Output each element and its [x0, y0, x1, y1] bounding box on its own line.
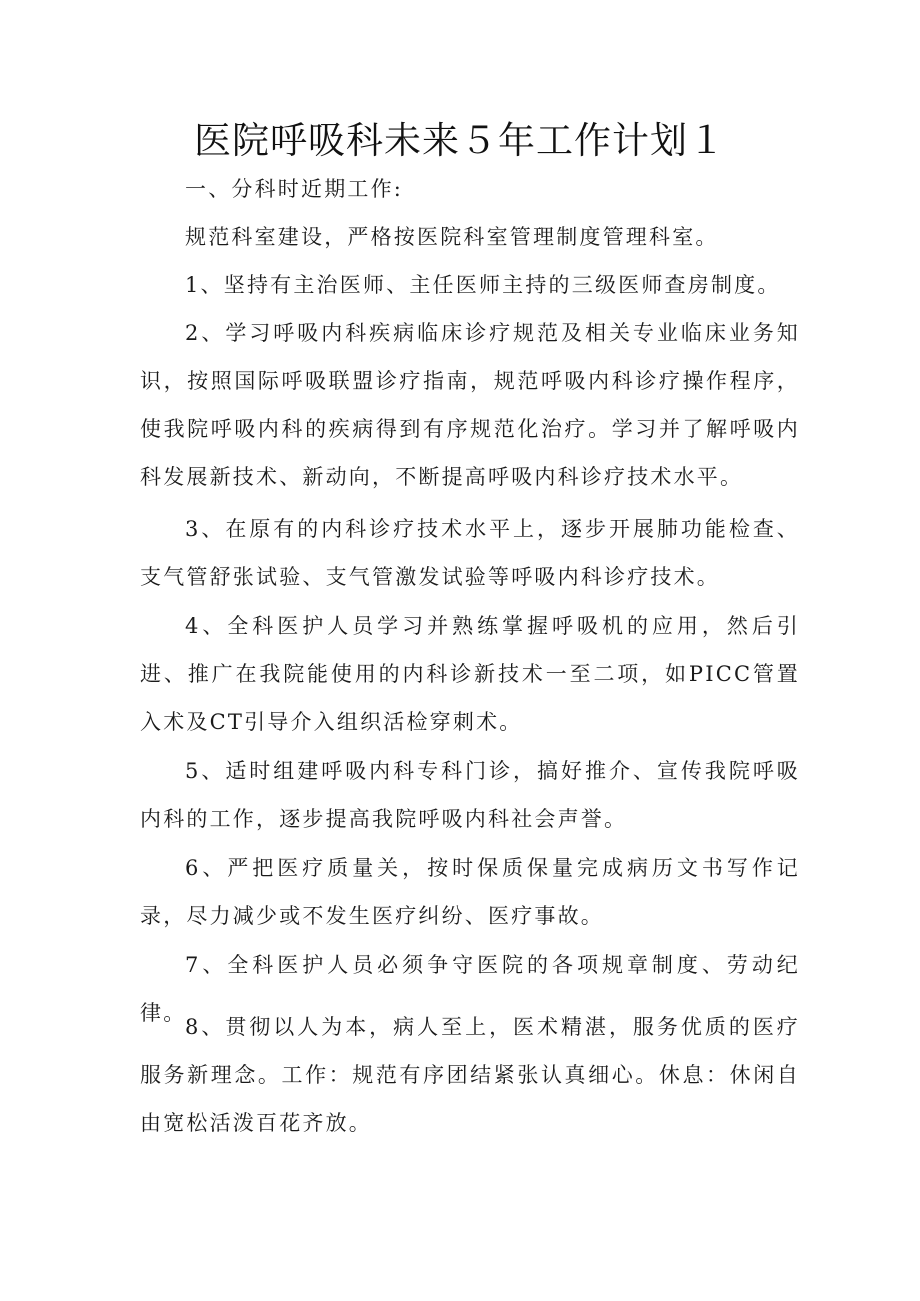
document-title: 医院呼吸科未来５年工作计划１: [194, 119, 726, 162]
paragraph-item-3: 3、在原有的内科诊疗技术水平上，逐步开展肺功能检查、支气管舒张试验、支气管激发试验等呼吸内科诊疗技术。: [140, 517, 800, 589]
paragraph-item-7: 7、全科医护人员必须争守医院的各项规章制度、劳动纪律。: [140, 953, 800, 1025]
paragraph-item-8: 8、贯彻以人为本，病人至上，医术精湛，服务优质的医疗服务新理念。工作：规范有序团结紧张认真细心。休息：休闲自由宽松活泼百花齐放。: [140, 1015, 800, 1135]
paragraph-item-6: 6、严把医疗质量关，按时保质保量完成病历文书写作记录，尽力减少或不发生医疗纠纷、医疗事故。: [140, 856, 800, 928]
paragraph-item-5: 5、适时组建呼吸内科专科门诊，搞好推介、宣传我院呼吸内科的工作，逐步提高我院呼吸内科社会声誉。: [140, 759, 800, 831]
paragraph-item-2: 2、学习呼吸内科疾病临床诊疗规范及相关专业临床业务知识，按照国际呼吸联盟诊疗指南，规范呼吸内科诊疗操作程序，使我院呼吸内科的疾病得到有序规范化治疗。学习并了解呼吸内科发展新技术、新动向，不断提高呼吸内科诊疗技术水平。: [140, 321, 800, 489]
section-heading: 一、分科时近期工作:: [185, 177, 404, 201]
paragraph-intro: 规范科室建设，严格按医院科室管理制度管理科室。: [185, 225, 719, 249]
paragraph-item-1: 1、坚持有主治医师、主任医师主持的三级医师查房制度。: [185, 273, 781, 297]
paragraph-item-4: 4、全科医护人员学习并熟练掌握呼吸机的应用，然后引进、推广在我院能使用的内科诊新技术一至二项，如PICC管置入术及CT引导介入组织活检穿刺术。: [140, 614, 800, 734]
